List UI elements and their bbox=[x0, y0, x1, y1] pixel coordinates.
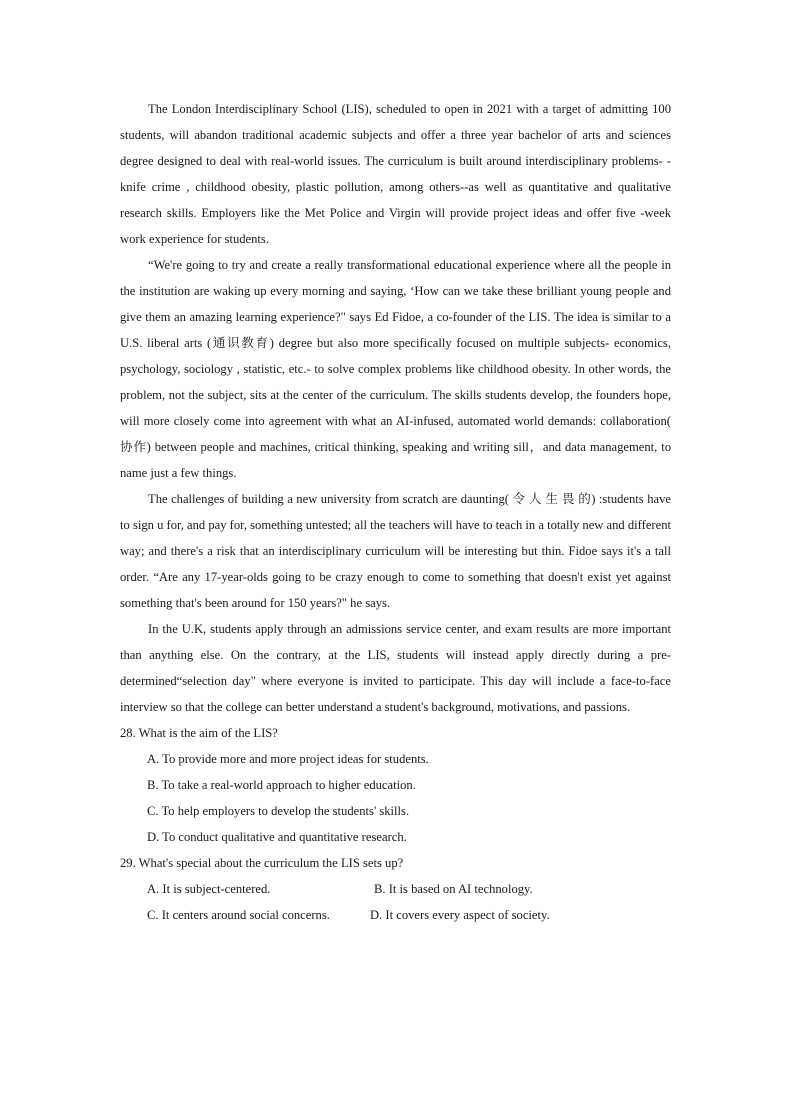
passage-paragraph-3: The challenges of building a new university from scratch are daunting( 令 人 生 畏 的) :students have to sign u for, and pay for, something untested; all the teachers will have to teach in a totally new and different way; and there's a risk that an interdisciplinary curriculum will be interesting but thin. Fidoe says it's a tall order. “Are any 17-year-olds going to be crazy enough to come to something that doesn't exist yet against something that's been around for 150 years?" he says. bbox=[120, 492, 671, 610]
passage-paragraph-4: In the U.K, students apply through an admissions service center, and exam results are more important than anything else. On the contrary, at the LIS, students will instead apply directly during a pre-determined“selection day" where everyone is invited to participate. This day will include a face-to-face interview so that the college can better understand a student's background, motivations, and passions. bbox=[120, 622, 671, 714]
question-28-option-d: D. To conduct qualitative and quantitative research. bbox=[147, 830, 407, 844]
question-29-options-row-1 bbox=[147, 876, 671, 902]
passage-paragraph-2: “We're going to try and create a really transformational educational experience where all the people in the institution are waking up every morning and saying, ‘How can we take these brilliant young people and give them an amazing learning experience?" says Ed Fidoe, a co-founder of the LIS. The idea is similar to a U.S. liberal arts (通识教育) degree but also more specifically focused on multiple subjects- economics, psychology, sociology , statistic, etc.- to solve complex problems like childhood obesity. In other words, the problem, not the subject, sits at the center of the curriculum. The skills students develop, the founders hope, will more closely come into agreement with what an AI-infused, automated world demands: collaboration( 协作) between people and machines, critical thinking, speaking and writing sill，and data management, to name just a few things. bbox=[120, 258, 671, 480]
question-28-option-a: A. To provide more and more project ideas for students. bbox=[147, 752, 429, 766]
question-28 bbox=[120, 720, 671, 850]
question-28-option-c: C. To help employers to develop the students' skills. bbox=[147, 804, 410, 818]
question-29-option-a: A. It is subject-centered. bbox=[147, 882, 271, 896]
question-28-option-b: B. To take a real-world approach to higher education. bbox=[147, 778, 416, 792]
question-29 bbox=[120, 850, 671, 928]
question-29-option-d: D. It covers every aspect of society. bbox=[370, 908, 550, 922]
passage-paragraph-1: The London Interdisciplinary School (LIS), scheduled to open in 2021 with a target of admitting 100 students, will abandon traditional academic subjects and offer a three year bachelor of arts and sciences degree designed to deal with real-world issues. The curriculum is built around interdisciplinary problems- - knife crime , childhood obesity, plastic pollution, among others--as well as quantitative and qualitative research skills. Employers like the Met Police and Virgin will provide project ideas and offer five -week work experience for students. bbox=[120, 102, 671, 246]
question-29-stem: 29. What's special about the curriculum the LIS sets up? bbox=[120, 856, 404, 870]
document-page bbox=[120, 96, 671, 928]
question-29-option-c: C. It centers around social concerns. bbox=[147, 908, 330, 922]
question-29-option-b: B. It is based on AI technology. bbox=[374, 882, 533, 896]
question-28-stem: 28. What is the aim of the LIS? bbox=[120, 726, 278, 740]
question-29-options-row-2 bbox=[147, 902, 671, 928]
